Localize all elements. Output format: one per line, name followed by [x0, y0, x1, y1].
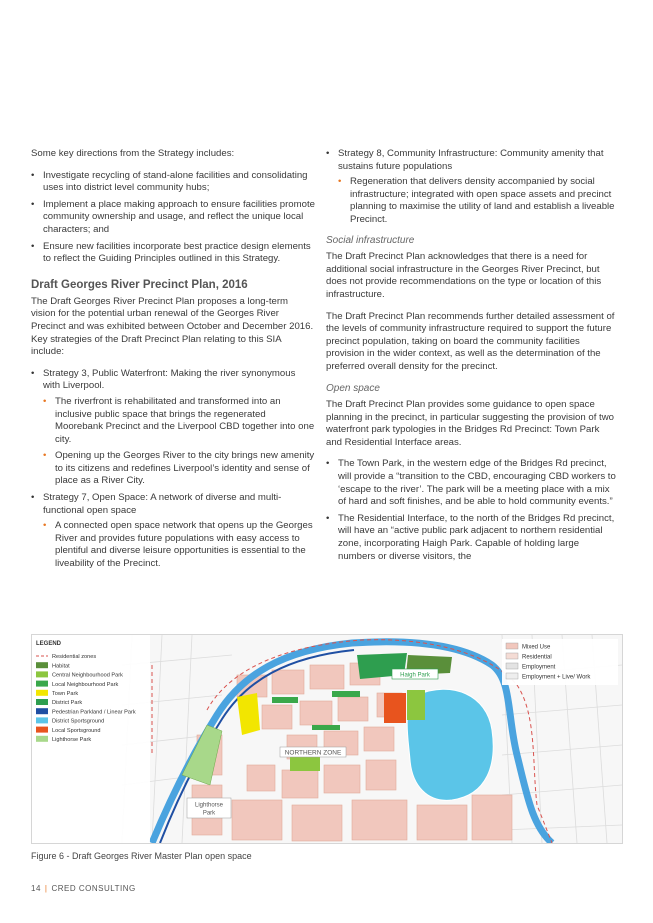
legend-label: District Park — [52, 700, 83, 707]
list-item: • A connected open space network that opens up the Georges River and provides future populations with easy access to plentiful and diverse leisure opportunities is essential to the liveability of the Precinct. — [43, 520, 315, 570]
local-sportsground — [384, 693, 406, 723]
list-item: • Investigate recycling of stand-alone facilities and consolidating uses into district level community hubs; — [31, 170, 315, 195]
legend-swatch — [36, 681, 48, 687]
legend-swatch — [36, 717, 48, 723]
footer-separator: | — [44, 884, 48, 893]
legend-swatch — [506, 643, 518, 649]
legend-label: Town Park — [52, 691, 79, 697]
legend-label: Employment + Live/ Work — [522, 674, 591, 681]
list-item: • The Residential Interface, to the north of the Bridges Rd precinct, will have an “active public park adjacent to northern residential zone, incorporating Haigh Park. Capable of holding large numbers or diverse visitors, the — [326, 513, 616, 563]
strategies-list — [31, 368, 315, 571]
figure-caption: Figure 6 - Draft Georges River Master Plan open space — [31, 851, 252, 861]
legend-swatch — [36, 690, 48, 696]
strategy-8-list — [326, 148, 616, 227]
list-item: • The Town Park, in the western edge of the Bridges Rd precinct, will provide a “transition to the CBD, encouraging CBD workers to ‘escape to the river’. The park will be a meeting place with a mix of hard and soft finishes, and be able to hold community events.” — [326, 458, 616, 508]
list-item: • The riverfront is rehabilitated and transformed into an inclusive public space that brings the regenerated Moorebank Precinct and the Liverpool CBD together into one city. — [43, 396, 315, 446]
legend-label: Lighthorse Park — [52, 737, 92, 743]
legend-swatch — [36, 727, 48, 733]
right-column — [326, 148, 616, 571]
legend-label: Local Sportsground — [52, 727, 101, 734]
legend-swatch — [36, 662, 48, 668]
legend-swatch — [36, 708, 48, 714]
legend-label: Residential — [522, 654, 552, 661]
local-park — [272, 697, 298, 703]
legend-label: Residential zones — [52, 654, 97, 661]
legend-label: Habitat — [52, 663, 70, 670]
precinct-plan-paragraph: The Draft Georges River Precinct Plan proposes a long-term vision for the potential urban renewal of the Georges River Precinct and was exhibited between October and December 2016. Key strategies of the Draft Precinct Plan relating to this SIA include: — [31, 295, 314, 358]
legend-label: Pedestrian Parkland / Linear Park — [52, 709, 136, 716]
legend-label: Local Neighbourhood Park — [52, 681, 119, 688]
list-item — [326, 148, 616, 227]
legend-swatch — [506, 673, 518, 679]
legend-title: LEGEND — [36, 641, 62, 647]
list-item: • Regeneration that delivers density accompanied by social infrastructure; integrated with open space assets and precinct planning to maximise the utility of land and establish a liveable Precinct. — [338, 176, 616, 226]
master-plan-map — [31, 634, 623, 844]
haigh-park-label: Haigh Park — [400, 672, 430, 679]
strategy-7-sublist — [43, 520, 315, 570]
strategy-8-sublist — [338, 176, 616, 226]
local-park — [332, 691, 360, 697]
list-item: • Implement a place making approach to ensure facilities promote community ownership and usage, and reflect the unique local characters; and — [31, 199, 315, 237]
legend-swatch — [506, 663, 518, 669]
lighthorse-label-line2: Park — [202, 810, 216, 817]
legend-label: Central Neighbourhood Park — [52, 672, 123, 679]
intro-text: Some key directions from the Strategy includes: — [31, 148, 235, 159]
local-park — [312, 725, 340, 730]
list-item — [31, 368, 315, 488]
legend-swatch — [36, 736, 48, 742]
legend-label: District Sportsground — [52, 718, 105, 725]
strategy-directions-list — [31, 170, 315, 266]
legend-swatch — [36, 671, 48, 677]
central-neighbourhood-park — [407, 690, 425, 720]
legend-swatch — [36, 699, 48, 705]
legend-swatch — [506, 653, 518, 659]
open-space-list — [326, 458, 616, 563]
list-item — [31, 492, 315, 571]
social-paragraph-1: The Draft Precinct Plan acknowledges that there is a need for additional social infrastructure in the Georges River Precinct, but does not provide recommendations on the type or location of this infrastructure. — [326, 251, 602, 300]
strategy-8-text: Strategy 8, Community Infrastructure: Community amenity that sustains future populations — [338, 148, 604, 172]
map-graphic — [32, 635, 622, 843]
organisation-name: CRED CONSULTING — [51, 884, 136, 893]
page-footer — [31, 884, 136, 893]
northern-zone-label: NORTHERN ZONE — [284, 749, 342, 757]
legend-label: Employment — [522, 664, 556, 671]
strategy-3-sublist — [43, 396, 315, 488]
section-heading: Draft Georges River Precinct Plan, 2016 — [31, 278, 248, 291]
central-neighbourhood-park — [290, 757, 320, 771]
left-column — [31, 148, 315, 579]
strategy-7-text: Strategy 7, Open Space: A network of diverse and multi-functional open space — [43, 492, 282, 516]
page-number: 14 — [31, 884, 41, 893]
strategy-3-text: Strategy 3, Public Waterfront: Making the river synonymous with Liverpool. — [43, 367, 296, 392]
open-space-paragraph: The Draft Precinct Plan provides some guidance to open space planning in the precinct, in particular suggesting the provision of two waterfront park typologies in the Bridges Rd Precinct: Town Park and Residential Interface areas. — [326, 399, 614, 448]
list-item: • Ensure new facilities incorporate best practice design elements to reflect the Guiding Principles outlined in this Strategy. — [31, 241, 315, 266]
legend-label: Mixed Use — [522, 644, 551, 651]
lighthorse-label-line1: Lighthorse — [194, 802, 224, 809]
social-paragraph-2: The Draft Precinct Plan recommends further detailed assessment of the levels of community infrastructure required to support the future precinct population, taking on board the community facilities provision in the wider context, as well as the determination of the preferred overall density for the precinct. — [326, 310, 615, 372]
social-infrastructure-heading: Social infrastructure — [326, 234, 415, 246]
list-item: • Opening up the Georges River to the city brings new amenity to its citizens and redefines Liverpool’s identity and sense of place as a River City. — [43, 450, 315, 488]
open-space-heading: Open space — [326, 382, 380, 394]
